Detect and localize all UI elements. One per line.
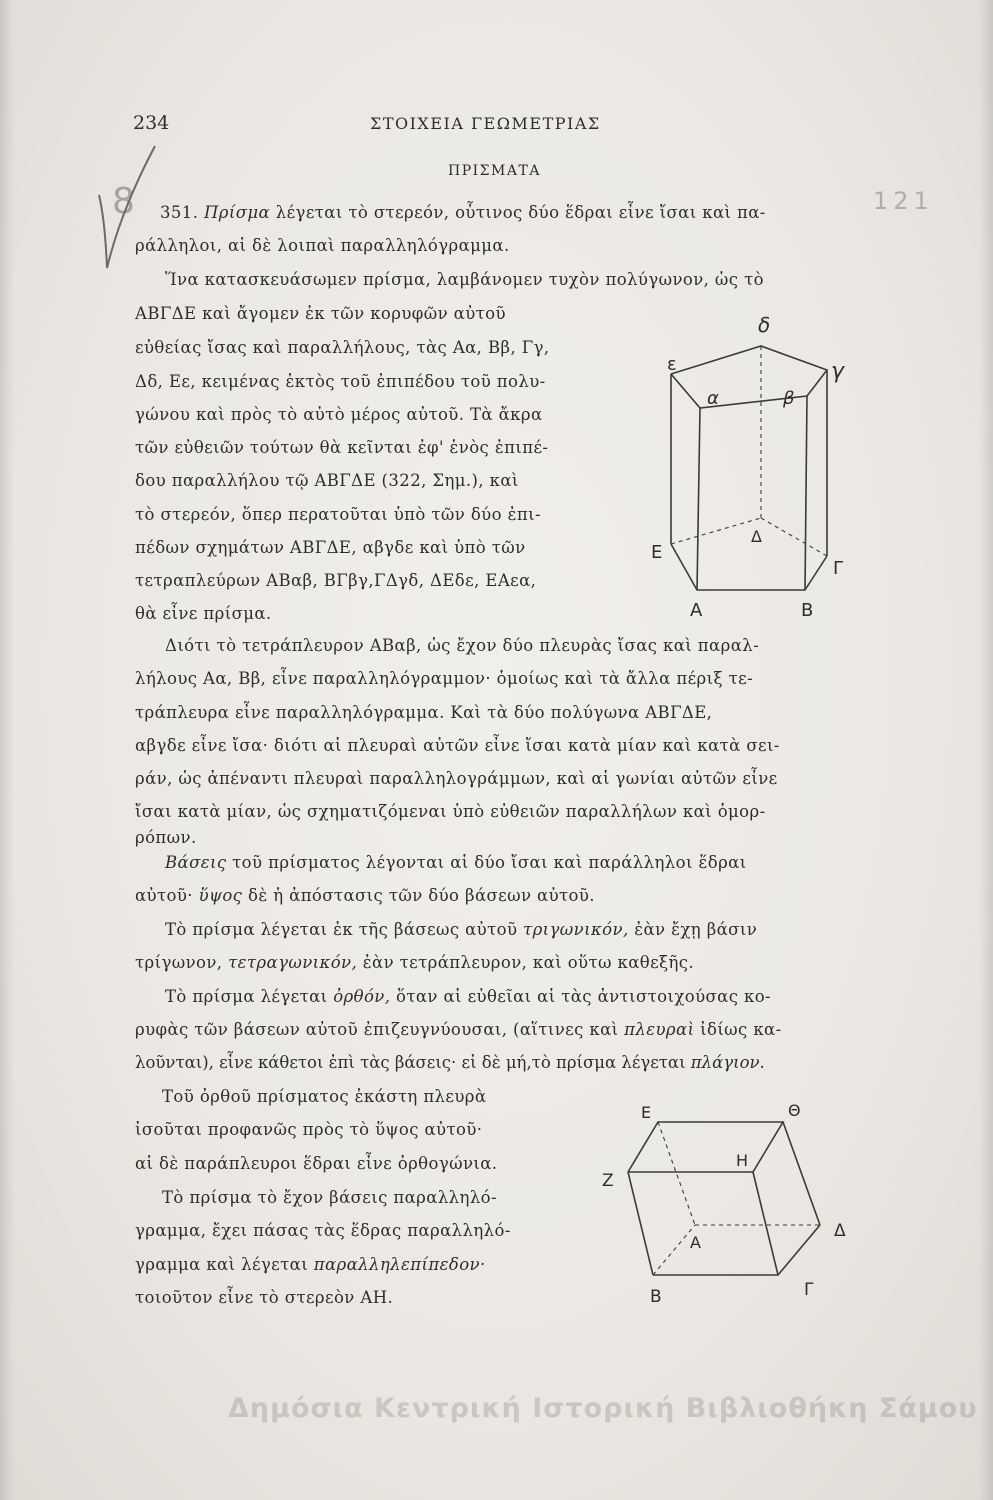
- text-line: γραμμα καὶ λέγεται παραλληλεπίπεδον·: [135, 1255, 486, 1274]
- running-header: ΣΤΟΙΧΕΙΑ ΓΕΩΜΕΤΡΙΑΣ: [370, 114, 601, 133]
- text-line: 351. Πρίσμα λέγεται τὸ στερεόν, οὗτινος δύο ἕδραι εἶνε ἴσαι καὶ πα-: [160, 203, 766, 222]
- edge-HG: [753, 1172, 778, 1275]
- term-sides: πλευραὶ: [624, 1020, 695, 1039]
- text-line: τράπλευρα εἶνε παραλληλόγραμμα. Καὶ τὰ δύο πολύγωνα ΑΒΓΔΕ,: [135, 703, 713, 722]
- text-line: αὐτοῦ· ὕψος δὲ ἡ ἀπόστασις τῶν δύο βάσεων αὐτοῦ.: [135, 886, 595, 905]
- page-shadow-left: [0, 0, 14, 1500]
- edge-Bb: [805, 396, 807, 590]
- prism-top-face: [671, 346, 827, 408]
- term-prism: Πρίσμα: [204, 203, 271, 222]
- term-oblique: πλάγιον.: [690, 1053, 765, 1072]
- label-base-E: Ε: [651, 542, 663, 563]
- box-top-face: [628, 1122, 783, 1172]
- text-line: Τὸ πρίσμα τὸ ἔχον βάσεις παραλληλό-: [162, 1188, 497, 1207]
- text-line: τὸ στερεόν, ὅπερ περατοῦται ὑπὸ τῶν δύο ἐπι-: [135, 505, 541, 524]
- label-top-b: β: [783, 388, 795, 409]
- text-line: Δδ, Εε, κειμένας ἐκτὸς τοῦ ἐπιπέδου τοῦ πολυ-: [135, 372, 546, 391]
- text-line: Ἵνα κατασκευάσωμεν πρίσμα, λαμβάνομεν τυχὸν πολύγωνον, ὡς τὸ: [165, 270, 764, 289]
- page-number: 234: [133, 112, 170, 134]
- edge-EA-hidden: [658, 1122, 695, 1225]
- base-DG-hidden: [761, 518, 827, 556]
- text-line: γραμμα, ἔχει πάσας τὰς ἕδρας παραλληλό-: [135, 1221, 511, 1240]
- label-base-G: Γ: [833, 558, 844, 579]
- edge-ZB: [628, 1172, 653, 1275]
- box-base-visible: [653, 1225, 820, 1275]
- text-line: αἱ δὲ παράπλευροι ἕδραι εἶνε ὀρθογώνια.: [135, 1154, 498, 1173]
- label-A: Α: [690, 1233, 701, 1252]
- margin-number-left: 8: [112, 181, 135, 222]
- section-title: ΠΡΙΣΜΑΤΑ: [448, 163, 541, 179]
- label-top-g: γ: [831, 359, 845, 384]
- text-line: λοῦνται), εἶνε κάθετοι ἐπὶ τὰς βάσεις· εἰ δὲ μή,τὸ πρίσμα λέγεται πλάγιον.: [135, 1053, 765, 1072]
- prism-base-visible: [671, 544, 827, 590]
- label-base-D: Δ: [751, 527, 762, 546]
- margin-number-right: 121: [873, 187, 934, 215]
- text-line: ἰσοῦται προφανῶς πρὸς τὸ ὕψος αὐτοῦ·: [135, 1120, 483, 1139]
- label-base-A: Α: [690, 600, 703, 621]
- label-top-e: ε: [667, 354, 677, 375]
- term-parallelepiped: παραλληλεπίπεδον·: [313, 1255, 486, 1274]
- label-H: Η: [736, 1151, 749, 1170]
- text-line: αβγδε εἶνε ἴσα· διότι αἱ πλευραὶ αὐτῶν εἶνε ἴσαι κατὰ μίαν καὶ κατὰ σει-: [135, 736, 780, 755]
- library-watermark: Δημόσια Κεντρική Ιστορική Βιβλιοθήκη Σάμου: [228, 1393, 978, 1424]
- text-line: Βάσεις τοῦ πρίσματος λέγονται αἱ δύο ἴσαι καὶ παράλληλοι ἕδραι: [165, 853, 747, 872]
- text-line: ράλληλοι, αἱ δὲ λοιπαὶ παραλληλόγραμμα.: [135, 236, 510, 255]
- label-base-B: Β: [801, 600, 814, 621]
- term-height: ὕψος: [198, 886, 243, 905]
- label-E: Ε: [641, 1103, 652, 1122]
- base-BA-hidden: [653, 1225, 695, 1275]
- text-line: Τοῦ ὀρθοῦ πρίσματος ἑκάστη πλευρὰ: [162, 1087, 487, 1106]
- text-line: ράν, ὡς ἀπέναντι πλευραὶ παραλληλογράμμων, καὶ αἱ γωνίαι αὐτῶν εἶνε: [135, 769, 778, 788]
- edge-ThD: [783, 1122, 820, 1225]
- text-line: Τὸ πρίσμα λέγεται ὀρθόν, ὅταν αἱ εὐθεῖαι αἱ τὰς ἀντιστοιχούσας κο-: [165, 987, 772, 1006]
- label-G: Γ: [804, 1280, 814, 1300]
- term-bases: Βάσεις: [165, 853, 227, 872]
- text-line: δου παραλλήλου τῷ ΑΒΓΔΕ (322, Σημ.), καὶ: [135, 471, 519, 490]
- text-line: εὐθείας ἴσας καὶ παραλλήλους, τὰς Αα, Ββ, Γγ,: [135, 338, 550, 357]
- label-top-a: α: [707, 388, 719, 409]
- base-ED-hidden: [671, 518, 761, 544]
- edge-Aa: [697, 408, 700, 590]
- text-line: τῶν εὐθειῶν τούτων θὰ κεῖνται ἐφ' ἑνὸς ἐπιπέ-: [135, 438, 549, 457]
- label-Z: Ζ: [602, 1171, 614, 1191]
- label-top-d: δ: [758, 313, 771, 337]
- text-line: ρόπων.: [135, 828, 197, 847]
- text-line: θὰ εἶνε πρίσμα.: [135, 604, 272, 623]
- figure-pentagonal-prism: [651, 313, 870, 628]
- label-Th: Θ: [788, 1101, 801, 1120]
- text-line: τετραπλεύρων ΑΒαβ, ΒΓβγ,ΓΔγδ, ΔΕδε, ΕΑεα,: [135, 571, 537, 590]
- text-line: τοιοῦτον εἶνε τὸ στερεὸν ΑΗ.: [135, 1288, 394, 1307]
- term-triangular: τριγωνικόν,: [523, 920, 629, 939]
- term-quadrangular: τετραγωνικόν,: [228, 953, 358, 972]
- term-right: ὀρθόν,: [333, 987, 391, 1006]
- text-line: λήλους Αα, Ββ, εἶνε παραλληλόγραμμον· ὁμοίως καὶ τὰ ἄλλα πέριξ τε-: [135, 669, 754, 688]
- text-line: γώνου καὶ πρὸς τὸ αὐτὸ μέρος αὐτοῦ. Τὰ ἄκρα: [135, 405, 543, 424]
- text-line: ἴσαι κατὰ μίαν, ὡς σχηματιζόμεναι ὑπὸ εὐθειῶν παραλλήλων καὶ ὁμορ-: [135, 802, 766, 821]
- label-B: Β: [650, 1287, 662, 1307]
- text-line: ΑΒΓΔΕ καὶ ἄγομεν ἐκ τῶν κορυφῶν αὐτοῦ: [135, 304, 506, 323]
- text-line: Τὸ πρίσμα λέγεται ἐκ τῆς βάσεως αὐτοῦ τριγωνικόν, ἐὰν ἔχῃ βάσιν: [165, 920, 758, 939]
- text-line: τρίγωνον, τετραγωνικόν, ἐὰν τετράπλευρον, καὶ οὕτω καθεξῆς.: [135, 953, 695, 972]
- text-line: Διότι τὸ τετράπλευρον ΑΒαβ, ὡς ἔχον δύο πλευρὰς ἴσας καὶ παραλ-: [165, 636, 760, 655]
- page-shadow-right: [979, 0, 993, 1500]
- label-D: Δ: [834, 1221, 846, 1241]
- text-line: ρυφὰς τῶν βάσεων αὐτοῦ ἐπιζευγνύουσαι, (αἵτινες καὶ πλευραὶ ἰδίως κα-: [135, 1020, 782, 1039]
- figure-parallelepiped: [598, 1090, 858, 1315]
- text-line: πέδων σχημάτων ΑΒΓΔΕ, αβγδε καὶ ὑπὸ τῶν: [135, 538, 526, 557]
